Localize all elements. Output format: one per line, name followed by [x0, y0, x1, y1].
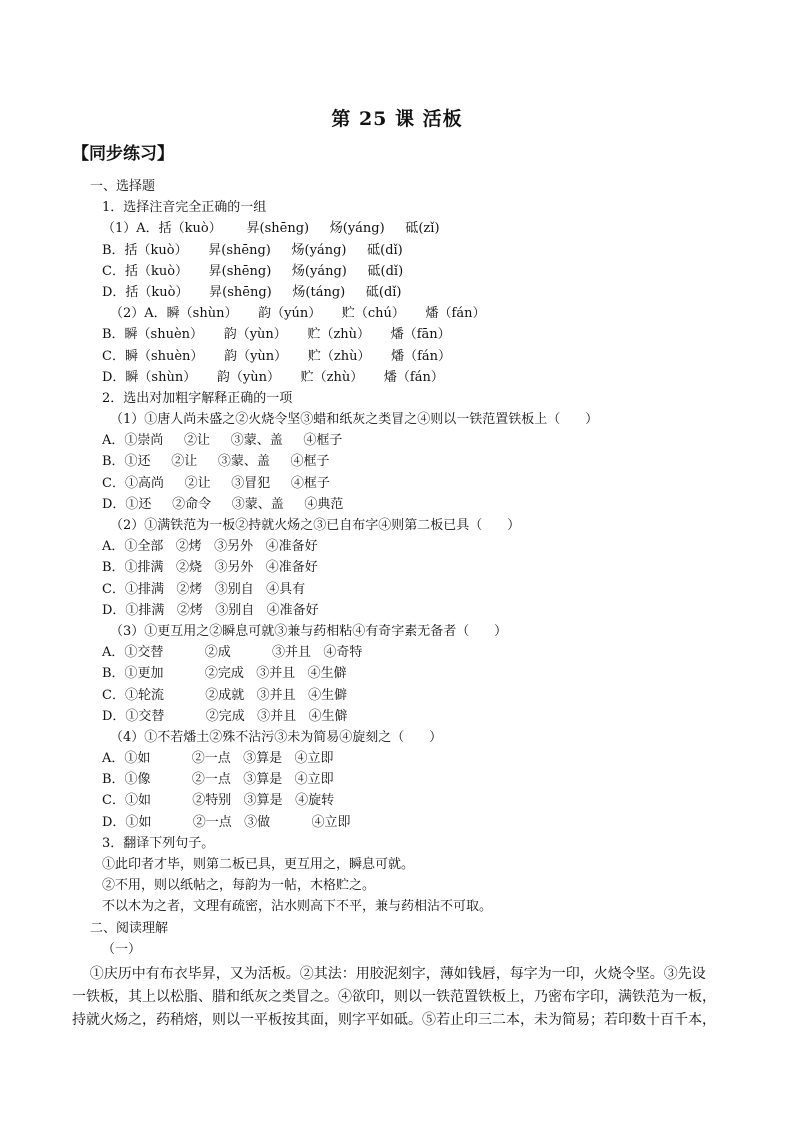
exercise-line: 1．选择注音完全正确的一组	[102, 200, 267, 216]
exercise-line: B．①像 ②一点 ③算是 ④立即	[102, 772, 334, 788]
exercise-line: B．括（kuò） 昇(shēng) 炀(yáng) 砥(dǐ)	[102, 242, 403, 258]
exercise-line: C．①如 ②特别 ③算是 ④旋转	[102, 793, 335, 809]
exercise-line: ②不用，则以纸帖之，每韵为一帖，木格贮之。	[102, 878, 376, 894]
exercise-line: （一）	[102, 941, 142, 957]
exercise-line: C．①高尚 ②让 ③冒犯 ④框子	[102, 475, 330, 491]
passage-line: 一铁板，其上以松脂、腊和纸灰之类冒之。④欲印，则以一铁范置铁板上，乃密布字印，满铁范为一板，	[72, 989, 716, 1005]
exercise-line: ①此印者才毕，则第二板已具，更互用之，瞬息可就。	[102, 857, 415, 872]
exercise-line: 一、选择题	[90, 179, 156, 194]
exercise-line: A．①崇尚 ②让 ③蒙、盖 ④框子	[102, 433, 343, 449]
exercise-line: （3）①更互用之②瞬息可就③兼与药相粘④有奇字素无备者（ ）	[110, 623, 508, 639]
exercise-line: 3．翻译下列句子。	[102, 835, 215, 851]
exercise-line: D．①交替 ②完成 ③并且 ④生僻	[102, 708, 348, 724]
exercise-line: C．瞬（shuèn） 韵（yùn） 贮（zhù） 燔（fán）	[102, 348, 452, 364]
exercise-line: A．①如 ②一点 ③算是 ④立即	[102, 751, 334, 767]
page-title: 第 25 课 活板	[331, 108, 463, 130]
exercise-line: D．括（kuò） 昇(shēng) 炀(táng) 砥(dǐ)	[102, 284, 402, 300]
exercise-line: （2）①满铁范为一板②持就火炀之③已自布字④则第二板已具（ ）	[110, 518, 521, 533]
passage-line: 持就火炀之，药稍熔，则以一平板按其面，则字平如砥。⑤若止印三二本，未为简易；若印数十百千本，	[72, 1012, 716, 1028]
reading-passage	[72, 963, 722, 1032]
exercise-line: D．瞬（shùn） 韵（yùn） 贮（zhù） 燔（fán）	[102, 369, 444, 385]
section-heading: 【同步练习】	[72, 144, 174, 164]
exercise-line: 不以木为之者，文理有疏密，沾水则高下不平，兼与药相沾不可取。	[102, 899, 493, 915]
exercise-line: C．①排满 ②烤 ③别自 ④具有	[102, 581, 306, 597]
exercise-line: D．①还 ②命令 ③蒙、盖 ④典范	[102, 496, 344, 512]
exercise-lines	[90, 176, 730, 960]
exercise-line: B．①还 ②让 ③蒙、盖 ④框子	[102, 454, 330, 470]
exercise-line: D．①如 ②一点 ③做 ④立即	[102, 814, 351, 830]
exercise-line: （1）A．括（kuò） 昇(shēng) 炀(yáng) 砥(zǐ)	[102, 221, 440, 237]
exercise-line: C．①轮流 ②成就 ③并且 ④生僻	[102, 687, 348, 703]
exercise-line: C．括（kuò） 昇(shēng) 炀(yáng) 砥(dǐ)	[102, 263, 404, 279]
exercise-line: （2）A．瞬（shùn） 韵（yún） 贮（chú） 燔（fán）	[110, 306, 486, 322]
exercise-line: （1）①唐人尚未盛之②火烧令坚③蜡和纸灰之类冒之④则以一铁范置铁板上（ ）	[110, 412, 599, 428]
exercise-line: B．①排满 ②烧 ③另外 ④准备好	[102, 560, 318, 576]
exercise-line: 二、阅读理解	[90, 920, 169, 936]
exercise-line: 2．选出对加粗字解释正确的一项	[102, 390, 293, 406]
exercise-line: （4）①不若燔土②殊不沾污③未为简易④旋刻之（ ）	[110, 729, 443, 745]
exercise-line: B．①更加 ②完成 ③并且 ④生僻	[102, 666, 347, 682]
exercise-line: B．瞬（shuèn） 韵（yùn） 贮（zhù） 燔（fān）	[102, 327, 451, 343]
passage-line: ①庆历中有布衣毕昇，又为活板。②其法：用胶泥刻字，薄如钱唇，每字为一印，火烧令坚。③先设	[72, 966, 706, 982]
exercise-line: A．①交替 ②成 ③并且 ④奇特	[102, 645, 363, 661]
exercise-line: D．①排满 ②烤 ③别自 ④准备好	[102, 602, 319, 618]
exercise-line: A．①全部 ②烤 ③另外 ④准备好	[102, 539, 318, 555]
